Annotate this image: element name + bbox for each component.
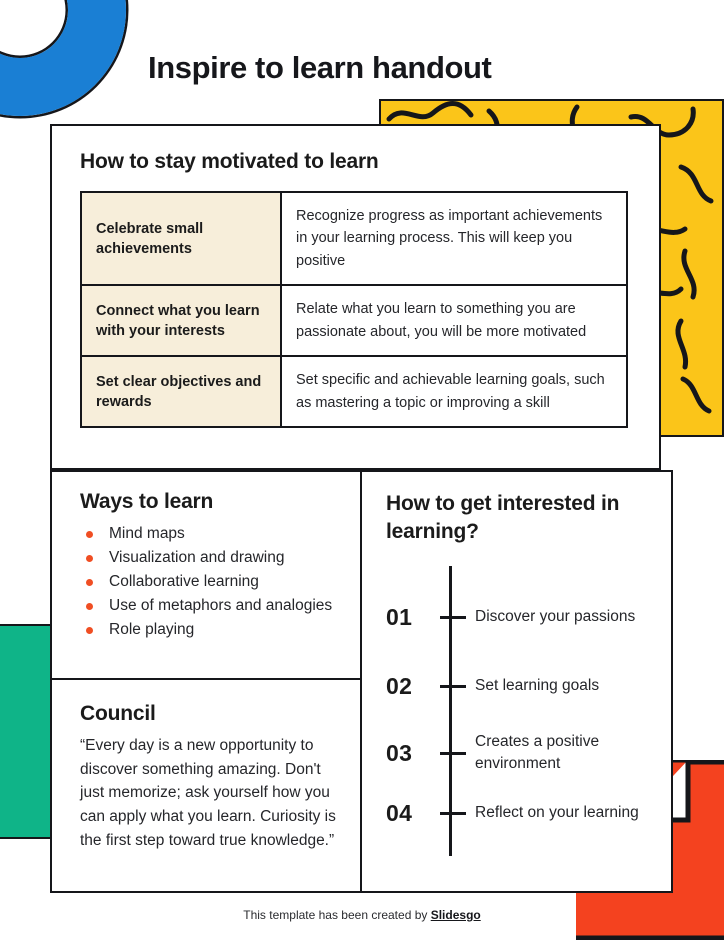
lower-card	[50, 470, 673, 893]
table-cell-term: Connect what you learn with your interests	[81, 285, 281, 356]
interest-timeline	[386, 566, 653, 866]
timeline-step-number: 01	[386, 603, 413, 630]
motivation-heading: How to stay motivated to learn	[80, 150, 379, 173]
table-row	[81, 192, 627, 285]
table-cell-term: Celebrate small achievements	[81, 192, 281, 285]
list-item: Visualization and drawing	[80, 547, 340, 570]
table-cell-description: Relate what you learn to something you are passionate about, you will be more motivated	[281, 285, 627, 356]
table-cell-term: Set clear objectives and rewards	[81, 356, 281, 427]
blue-ring-decoration	[0, 0, 126, 116]
timeline-step	[386, 800, 653, 827]
table-cell-description: Set specific and achievable learning goals, such as mastering a topic or improving a skill	[281, 356, 627, 427]
ways-to-learn-list	[80, 523, 340, 642]
timeline-step-number: 03	[386, 739, 413, 766]
council-quote: “Every day is a new opportunity to discover something amazing. Don't just memorize; ask yourself how you can apply what you learn. Curiosity is the first step toward true knowledge.”	[80, 737, 336, 849]
how-to-get-interested-section	[362, 472, 671, 891]
list-item: Role playing	[80, 619, 340, 642]
timeline-step	[386, 731, 653, 776]
timeline-step-label: Set learning goals	[475, 677, 600, 695]
timeline-step-label: Reflect on your learning	[475, 804, 639, 822]
timeline-step	[386, 604, 653, 631]
motivation-table	[80, 191, 628, 428]
timeline-tick-icon	[440, 752, 466, 755]
list-item: Mind maps	[80, 523, 340, 546]
council-heading: Council	[80, 702, 156, 725]
page-title: Inspire to learn handout	[148, 50, 492, 85]
table-row	[81, 356, 627, 427]
list-item: Collaborative learning	[80, 571, 340, 594]
motivation-card	[50, 124, 661, 470]
table-cell-description: Recognize progress as important achievements in your learning process. This will keep you positive	[281, 192, 627, 285]
timeline-tick-icon	[440, 812, 466, 815]
timeline-step-number: 04	[386, 799, 413, 826]
lower-card-left-column	[52, 472, 362, 891]
timeline-step-label: Discover your passions	[475, 608, 636, 626]
ways-to-learn-section	[52, 472, 360, 680]
footer-credit	[0, 908, 724, 922]
ways-to-learn-heading: Ways to learn	[80, 490, 214, 513]
slidesgo-link[interactable]: Slidesgo	[430, 908, 481, 922]
timeline-step	[386, 673, 653, 700]
council-section	[52, 680, 360, 891]
how-to-get-interested-heading: How to get interested in learning?	[386, 492, 620, 543]
timeline-tick-icon	[440, 685, 466, 688]
timeline-step-number: 02	[386, 672, 413, 699]
table-row	[81, 285, 627, 356]
timeline-tick-icon	[440, 616, 466, 619]
footer-credit-text: This template has been created by	[243, 908, 431, 922]
list-item: Use of metaphors and analogies	[80, 595, 340, 618]
timeline-step-label: Creates a positive environment	[475, 732, 600, 773]
